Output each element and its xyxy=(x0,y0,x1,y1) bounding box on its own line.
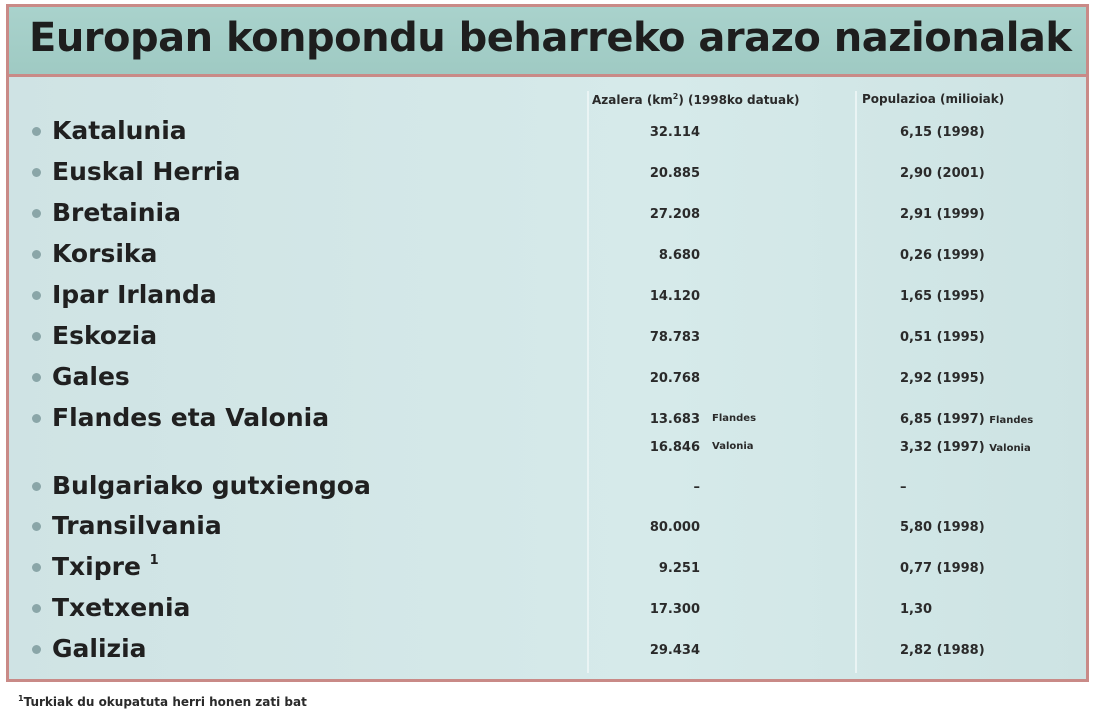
area-header-suffix: ) (1998ko datuak) xyxy=(678,93,800,107)
area-value: 17.300 xyxy=(649,602,700,617)
population-text: 0,51 (1995) xyxy=(900,330,985,345)
bullet-icon xyxy=(32,291,41,300)
footnote-marker: 1 xyxy=(149,552,159,568)
population-value xyxy=(900,248,985,263)
population-text: 2,92 (1995) xyxy=(900,371,985,386)
bullet-icon xyxy=(32,645,41,654)
population-value xyxy=(900,166,985,181)
table-row xyxy=(0,589,1099,629)
population-text: 6,85 (1997) xyxy=(900,412,985,427)
population-text: 5,80 (1998) xyxy=(900,520,985,535)
population-value xyxy=(900,440,1031,455)
table-row xyxy=(0,153,1099,193)
population-value xyxy=(900,520,985,535)
population-value xyxy=(900,125,985,140)
table-row xyxy=(0,112,1099,152)
row-name xyxy=(52,116,187,145)
area-value: – xyxy=(693,480,700,495)
area-value: 20.768 xyxy=(649,371,700,386)
row-name-text: Bulgariako gutxiengoa xyxy=(52,471,371,500)
population-value xyxy=(900,289,985,304)
column-header-area xyxy=(592,92,800,107)
table-row xyxy=(0,194,1099,234)
population-text: 3,32 (1997) xyxy=(900,440,985,455)
bullet-icon xyxy=(32,414,41,423)
footnote xyxy=(18,694,307,709)
row-name xyxy=(52,157,241,186)
population-value xyxy=(900,371,985,386)
bullet-icon xyxy=(32,250,41,259)
row-name xyxy=(52,471,371,500)
row-name xyxy=(52,634,147,663)
population-value xyxy=(900,643,985,658)
area-note: Valonia xyxy=(712,441,754,452)
table-row xyxy=(0,358,1099,398)
row-name-text: Korsika xyxy=(52,239,158,268)
row-name-text: Ipar Irlanda xyxy=(52,280,217,309)
population-text: 2,90 (2001) xyxy=(900,166,985,181)
table-row xyxy=(0,630,1099,670)
row-name xyxy=(52,511,222,540)
population-text: 0,26 (1999) xyxy=(900,248,985,263)
population-text: 6,15 (1998) xyxy=(900,125,985,140)
area-value: 9.251 xyxy=(658,561,700,576)
row-name-text: Euskal Herria xyxy=(52,157,241,186)
population-value xyxy=(900,330,985,345)
area-value: 14.120 xyxy=(649,289,700,304)
row-name-text: Katalunia xyxy=(52,116,187,145)
bullet-icon xyxy=(32,127,41,136)
row-name xyxy=(52,239,157,268)
row-name xyxy=(52,321,157,350)
bullet-icon xyxy=(32,604,41,613)
population-text: 1,30 xyxy=(900,602,933,617)
area-value: 32.114 xyxy=(649,125,700,140)
row-name-text: Galizia xyxy=(52,634,147,663)
row-name xyxy=(52,280,217,309)
population-value xyxy=(900,602,932,617)
bullet-icon xyxy=(32,482,41,491)
table-row-continuation xyxy=(0,427,1099,467)
row-name xyxy=(52,198,181,227)
row-name-text: Txetxenia xyxy=(52,593,191,622)
table-row xyxy=(0,235,1099,275)
population-text: – xyxy=(900,480,907,495)
population-text: 2,91 (1999) xyxy=(900,207,985,222)
footnote-marker: 1 xyxy=(18,694,24,703)
row-name xyxy=(52,552,159,581)
population-text: 2,82 (1988) xyxy=(900,643,985,658)
area-note: Flandes xyxy=(712,413,757,424)
area-value: 80.000 xyxy=(649,520,700,535)
population-value xyxy=(900,412,1033,427)
row-name xyxy=(52,362,130,391)
bullet-icon xyxy=(32,332,41,341)
footnote-text: Turkiak du okupatuta herri honen zati bat xyxy=(23,695,307,709)
population-text: 0,77 (1998) xyxy=(900,561,985,576)
area-header-label: Azalera (km xyxy=(592,93,673,107)
area-value: 13.683 xyxy=(649,412,700,427)
area-value: 20.885 xyxy=(649,166,700,181)
table-row xyxy=(0,317,1099,357)
column-header-population: Populazioa (milioiak) xyxy=(862,92,1005,106)
bullet-icon xyxy=(32,168,41,177)
row-name-text: Flandes eta Valonia xyxy=(52,403,330,432)
row-name-text: Eskozia xyxy=(52,321,158,350)
population-value xyxy=(900,207,985,222)
area-value: 27.208 xyxy=(649,207,700,222)
bullet-icon xyxy=(32,209,41,218)
table-row xyxy=(0,548,1099,588)
table-row xyxy=(0,467,1099,507)
table-row xyxy=(0,507,1099,547)
area-value: 16.846 xyxy=(649,440,700,455)
row-name xyxy=(52,593,190,622)
area-header-unit-exponent: 2 xyxy=(672,92,679,101)
row-name-text: Txipre xyxy=(52,552,141,581)
population-value xyxy=(900,561,985,576)
title-band xyxy=(9,7,1086,77)
area-value: 29.434 xyxy=(649,643,700,658)
bullet-icon xyxy=(32,373,41,382)
page-title: Europan konpondu beharreko arazo nazionalak xyxy=(29,15,1072,61)
population-value xyxy=(900,480,907,495)
area-value: 78.783 xyxy=(649,330,700,345)
bullet-icon xyxy=(32,522,41,531)
row-name-text: Gales xyxy=(52,362,130,391)
table-row xyxy=(0,276,1099,316)
population-text: 1,65 (1995) xyxy=(900,289,985,304)
row-name-text: Transilvania xyxy=(52,511,222,540)
population-note: Flandes xyxy=(989,415,1034,426)
row-name-text: Bretainia xyxy=(52,198,181,227)
area-value: 8.680 xyxy=(658,248,700,263)
bullet-icon xyxy=(32,563,41,572)
population-note: Valonia xyxy=(989,443,1031,454)
